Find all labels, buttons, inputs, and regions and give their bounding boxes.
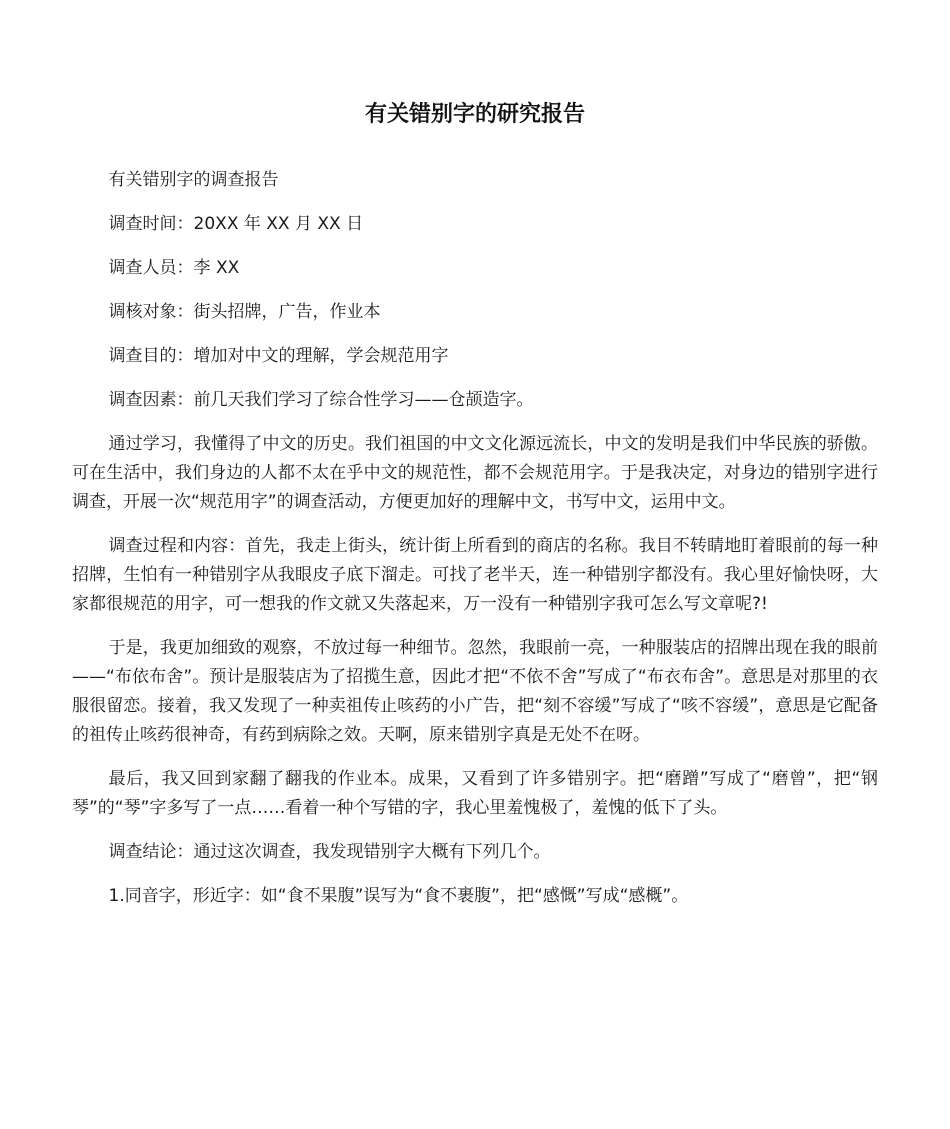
paragraph-homework: 最后，我又回到家翻了翻我的作业本。成果，又看到了许多错别字。把“磨蹭”写成了“磨曾”，把“钢琴”的“琴”字多写了一点……看着一种个写错的字，我心里羞愧极了，羞愧的低下了头。 xyxy=(72,769,878,818)
document-body xyxy=(72,166,878,926)
survey-purpose: 调查目的：增加对中文的理解，学会规范用字 xyxy=(108,346,449,366)
survey-object: 调核对象：街头招牌，广告，作业本 xyxy=(108,302,381,322)
paragraph-intro: 通过学习，我懂得了中文的历史。我们祖国的中文文化源远流长，中文的发明是我们中华民族的骄傲。可在生活中，我们身边的人都不太在乎中文的规范性，都不会规范用字。于是我决定，对身边的错别字进行调查，开展一次“规范用字”的调查活动，方便更加好的理解中文，书写中文，运用中文。 xyxy=(72,434,878,512)
paragraph-item-1: 1.同音字，形近字：如“食不果腹”误写为“食不裹腹”，把“感慨”写成“感概”。 xyxy=(108,886,689,906)
paragraph-observation: 于是，我更加细致的观察，不放过每一种细节。忽然，我眼前一亮，一种服装店的招牌出现在我的眼前——“布依布舍”。预计是服装店为了招揽生意，因此才把“不依不舍”写成了“布衣布舍”。意思是对那里的衣服很留恋。接着，我又发现了一种卖祖传止咳药的小广告，把“刻不容缓”写成了“咳不容缓”，意思是它配备的祖传止咳药很神奇，有药到病除之效。天啊，原来错别字真是无处不在呀。 xyxy=(72,638,878,745)
survey-reason: 调查因素：前几天我们学习了综合性学习——仓颉造字。 xyxy=(108,390,534,410)
survey-time: 调查时间：20XX 年 XX 月 XX 日 xyxy=(108,214,364,234)
survey-person: 调查人员：李 XX xyxy=(108,258,240,278)
paragraph-conclusion: 调查结论：通过这次调查，我发现错别字大概有下列几个。 xyxy=(108,842,551,862)
report-subtitle: 有关错别字的调查报告 xyxy=(108,170,279,190)
paragraph-process: 调查过程和内容：首先，我走上街头，统计街上所看到的商店的名称。我目不转睛地盯着眼前的每一种招牌，生怕有一种错别字从我眼皮子底下溜走。可找了老半天，连一种错别字都没有。我心里好愉快呀，大家都很规范的用字，可一想我的作文就又失落起来，万一没有一种错别字我可怎么写文章呢?! xyxy=(72,536,878,614)
document-title: 有关错别字的研究报告 xyxy=(364,102,585,127)
